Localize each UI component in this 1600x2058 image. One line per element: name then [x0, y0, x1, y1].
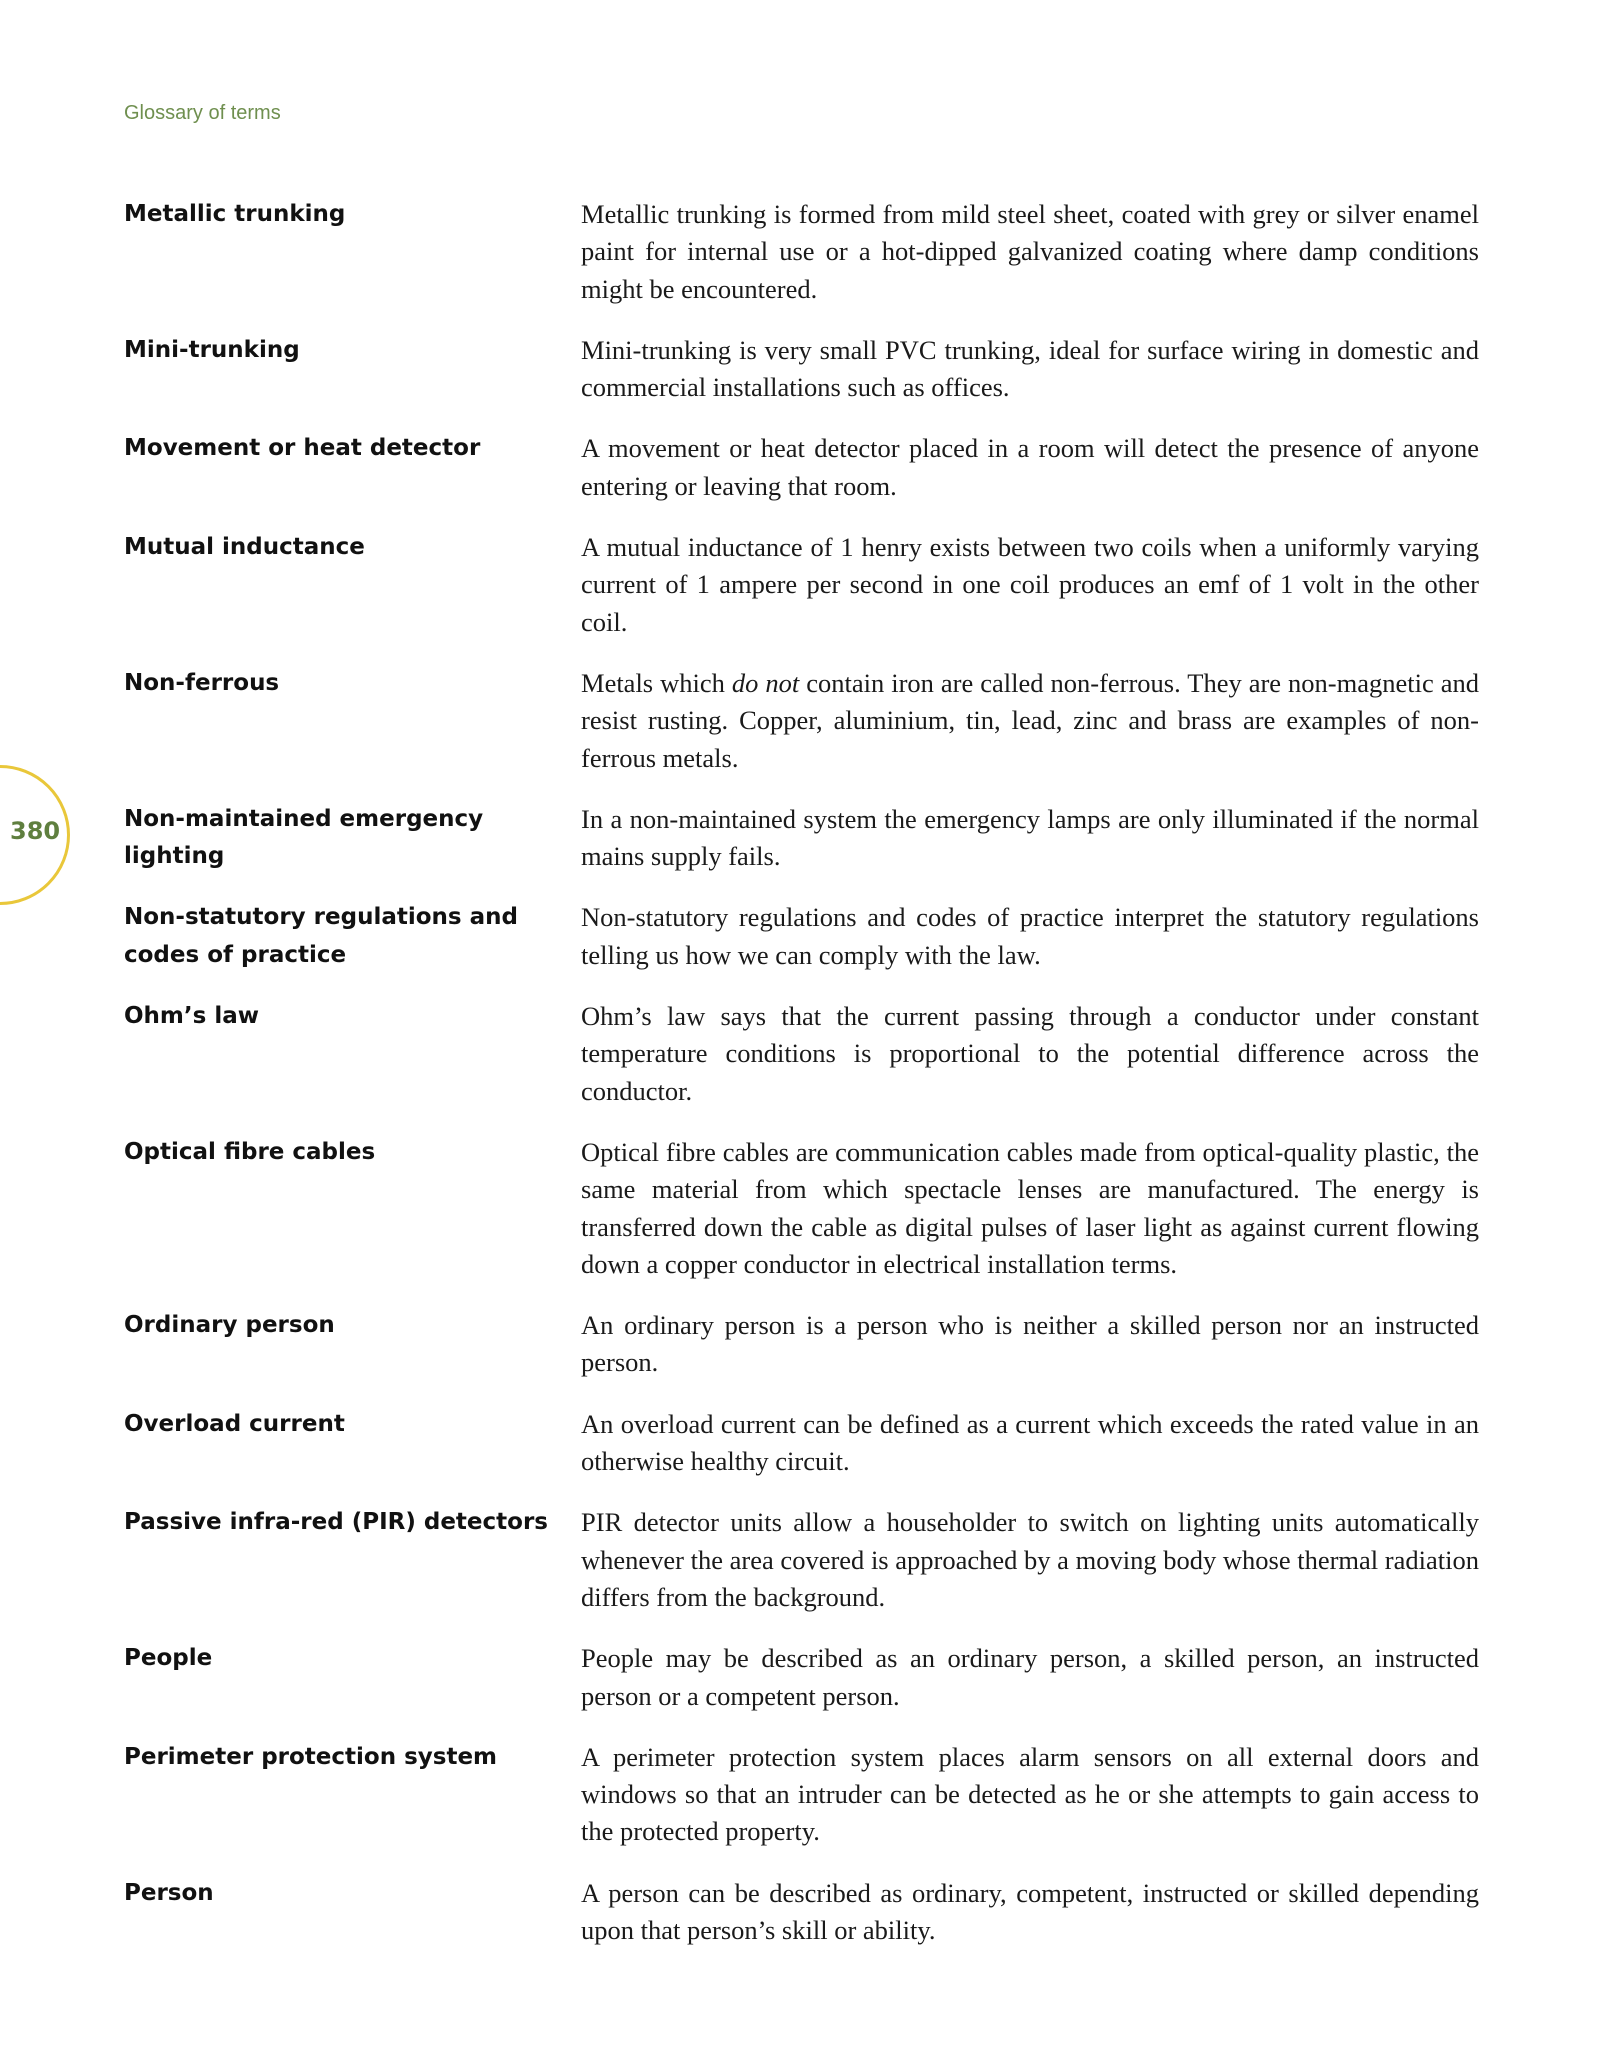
definition-text: contain iron are called non-ferrous. They are non-magnetic and resist rusting. Copper, aluminium, tin, lead, zinc and brass are examples of non-ferrous metals.	[581, 667, 1479, 773]
glossary-entry	[124, 1739, 1479, 1851]
glossary-definition: A person can be described as ordinary, competent, instructed or skilled depending upon that person’s skill or ability.	[581, 1877, 1479, 1945]
glossary-definition	[581, 665, 1479, 777]
glossary-entry	[124, 529, 1479, 641]
glossary-term: Non-ferrous	[124, 669, 280, 696]
glossary-definition: Optical fibre cables are communication cables made from optical-quality plastic, the same material from which spectacle lenses are manufactured. The energy is transferred down the cable as digital pulses of laser light as against current flowing down a copper conductor in electrical installation terms.	[581, 1136, 1479, 1279]
glossary-definition: Ohm’s law says that the current passing through a conductor under constant temperature conditions is proportional to the potential difference across the conductor.	[581, 1001, 1479, 1106]
glossary-entry	[124, 998, 1479, 1110]
glossary-term: Mutual inductance	[124, 534, 365, 561]
glossary-entry	[124, 1307, 1479, 1382]
glossary-entry	[124, 665, 1479, 777]
glossary-definition: A perimeter protection system places alarm sensors on all external doors and windows so that an intruder can be detected as he or she attempts to gain access to the protected property.	[581, 1741, 1479, 1847]
glossary-definition: Non-statutory regulations and codes of practice interpret the statutory regulations telling us how we can comply with the law.	[581, 902, 1479, 970]
definition-text: Metals which	[581, 667, 732, 698]
glossary-term: Person	[124, 1879, 214, 1906]
glossary-term: Overload current	[124, 1410, 345, 1437]
definition-emphasis: do not	[731, 667, 800, 698]
glossary-term: Non-statutory regulations and codes of practice	[124, 904, 518, 968]
glossary-entry	[124, 1875, 1479, 1950]
glossary-term: People	[124, 1645, 213, 1672]
glossary-term: Non-maintained emergency lighting	[124, 805, 484, 870]
glossary-term: Perimeter protection system	[124, 1743, 498, 1770]
glossary-term: Ohm’s law	[124, 1003, 259, 1030]
glossary-entry	[124, 899, 1479, 974]
glossary-definition: Metallic trunking is formed from mild steel sheet, coated with grey or silver enamel paint for internal use or a hot-dipped galvanized coating where damp conditions might be encountered.	[581, 199, 1479, 304]
running-header: Glossary of terms	[124, 102, 281, 124]
glossary-definition: An overload current can be defined as a current which exceeds the rated value in an otherwise healthy circuit.	[581, 1408, 1479, 1477]
glossary-entry	[124, 1134, 1479, 1283]
glossary-definition: PIR detector units allow a householder to switch on lighting units automatically whenever the area covered is approached by a moving body whose thermal radiation differs from the background.	[581, 1507, 1479, 1612]
glossary-term: Ordinary person	[124, 1312, 335, 1339]
glossary-entry	[124, 1406, 1479, 1481]
glossary-definition: An ordinary person is a person who is neither a skilled person nor an instructed person.	[581, 1310, 1479, 1378]
glossary-entry	[124, 1504, 1479, 1616]
glossary-entry	[124, 196, 1479, 308]
glossary-term: Metallic trunking	[124, 201, 346, 227]
glossary-term: Movement or heat detector	[124, 435, 481, 462]
glossary-entry	[124, 1640, 1479, 1715]
glossary-entry	[124, 332, 1479, 407]
glossary-definition: A movement or heat detector placed in a room will detect the presence of anyone entering or leaving that room.	[581, 433, 1479, 501]
glossary-definition: Mini-trunking is very small PVC trunking, ideal for surface wiring in domestic and commercial installations such as offices.	[581, 334, 1479, 403]
glossary-definition: People may be described as an ordinary person, a skilled person, an instructed person or a competent person.	[581, 1643, 1479, 1711]
glossary-entry	[124, 430, 1479, 505]
glossary-list	[124, 196, 1479, 1973]
glossary-entry	[124, 801, 1479, 876]
glossary-definition: In a non-maintained system the emergency lamps are only illuminated if the normal mains supply fails.	[581, 803, 1479, 872]
glossary-term: Passive infra-red (PIR) detectors	[124, 1509, 548, 1536]
glossary-term: Mini-trunking	[124, 336, 300, 363]
glossary-term: Optical fibre cables	[124, 1138, 376, 1165]
page-number: 380	[10, 817, 61, 845]
glossary-definition: A mutual inductance of 1 henry exists between two coils when a uniformly varying current of 1 ampere per second in one coil produces an emf of 1 volt in the other coil.	[581, 532, 1479, 637]
